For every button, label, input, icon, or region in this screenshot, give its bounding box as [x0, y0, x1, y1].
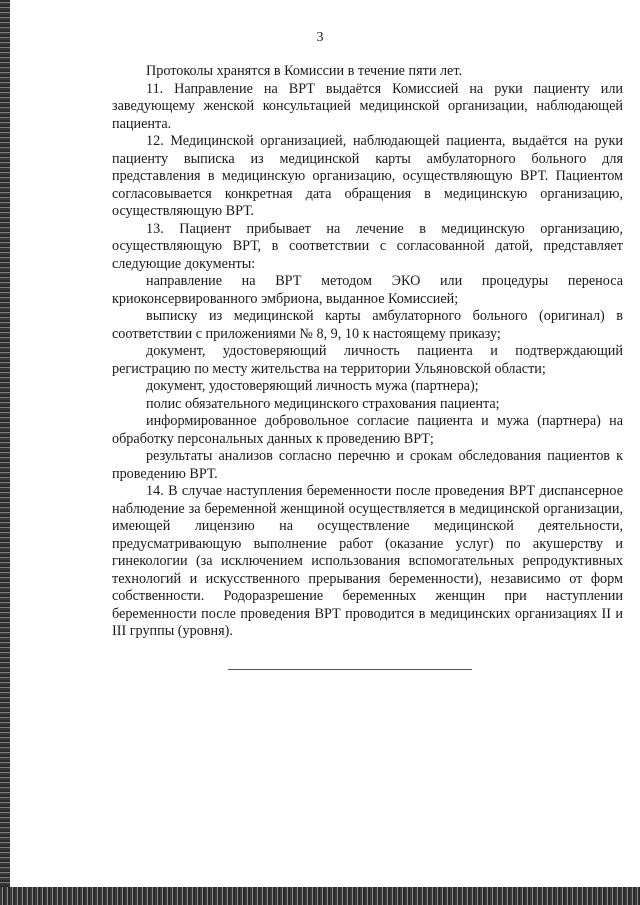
list-item-extract: выписку из медицинской карты амбулаторного больного (оригинал) в соответствии с приложениями № 8, 9, 10 к настоящему приказу; — [112, 308, 623, 342]
closing-line — [228, 669, 472, 670]
paragraph-12: 12. Медицинской организацией, наблюдающей пациента, выдаётся на руки пациенту выписка из медицинской карты амбулаторного больного для представления в медицинскую организацию, осуществляющую ВРТ. Пациентом согласовывается конкретная дата обращения в медицинскую организацию, осуществляющую ВРТ. — [112, 133, 623, 219]
list-item-test-results: результаты анализов согласно перечню и срокам обследования пациентов к проведению ВРТ. — [112, 448, 623, 482]
page-number: 3 — [316, 30, 324, 45]
paragraph-13: 13. Пациент прибывает на лечение в медицинскую организацию, осуществляющую ВРТ, в соответствии с согласованной датой, представляет следующие документы: — [112, 220, 623, 272]
document-body — [112, 63, 623, 641]
list-item-insurance: полис обязательного медицинского страхования пациента; — [146, 395, 500, 412]
paragraph-protocols: Протоколы хранятся в Комиссии в течение пяти лет. — [146, 63, 463, 79]
scan-edge-left — [0, 0, 10, 905]
list-item-partner-id: документ, удостоверяющий личность мужа (партнера); — [146, 378, 479, 394]
list-item-consent: информированное добровольное согласие пациента и мужа (партнера) на обработку персональных данных к проведению ВРТ; — [112, 413, 623, 447]
paragraph-11: 11. Направление на ВРТ выдаётся Комиссией на руки пациенту или заведующему женской консультацией медицинской организации, наблюдающей пациента. — [112, 80, 623, 132]
list-item-patient-id: документ, удостоверяющий личность пациента и подтверждающий регистрацию по месту жительства на территории Ульяновской области; — [112, 343, 623, 377]
scan-edge-bottom — [0, 887, 640, 905]
paragraph-14: 14. В случае наступления беременности после проведения ВРТ диспансерное наблюдение за беременной женщиной осуществляется в медицинской организации, имеющей лицензию на осуществление медицинской деятельности, предусматривающую выполнение работ (оказание услуг) по акушерству и гинекологии (за исключением использования вспомогательных репродуктивных технологий и искусственного прерывания беременности), независимо от форм собственности. Родоразрешение беременных женщин при наступлении беременности после проведения ВРТ проводится в медицинских организациях II и III группы (уровня). — [112, 483, 623, 639]
list-item-referral: направление на ВРТ методом ЭКО или процедуры переноса криоконсервированного эмбриона, выданное Комиссией; — [112, 273, 623, 307]
